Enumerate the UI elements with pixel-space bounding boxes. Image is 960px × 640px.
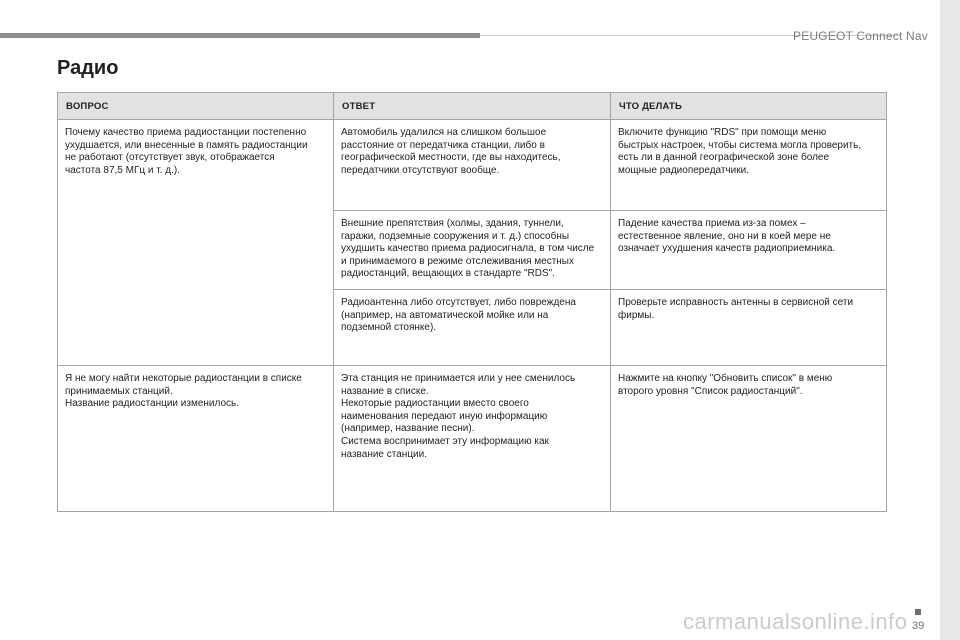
- solution-cell: [611, 120, 887, 211]
- watermark: carmanualsonline.info: [683, 609, 908, 634]
- answer-text: Внешние препятствия (холмы, здания, туннели, гаражи, подземные сооружения и т. д.) способны ухудшить качество приема радиосигнала, в том числе и принимаемого в режиме отслеживания местных радиостанций, вещающих в стандарте "RDS".: [341, 218, 595, 280]
- table-row: [58, 120, 887, 211]
- question-text: Почему качество приема радиостанции постепенно ухудшается, или внесенные в память радиостанции не работают (отсутствует звук, отображается частота 87,5 МГц и т. д.).: [65, 127, 308, 176]
- solution-text: Включите функцию "RDS" при помощи меню быстрых настроек, чтобы система могла проверить, есть ли в данной географической зоне более мощные радиопередатчики.: [618, 127, 862, 176]
- faq-table: [57, 92, 887, 512]
- footer-bullet-icon: [915, 609, 921, 615]
- solution-cell: [611, 211, 887, 290]
- table-row: [58, 366, 887, 512]
- page-title: Радио: [57, 57, 119, 79]
- column-header-answer: ОТВЕТ: [334, 93, 611, 120]
- table-header-row: [58, 93, 887, 120]
- page-number: 39: [912, 620, 925, 632]
- solution-text: Проверьте исправность антенны в сервисной сети фирмы.: [618, 297, 854, 321]
- answer-text: Эта станция не принимается или у нее сменилось название в списке. Некоторые радиостанции вместо своего наименования передают иную информацию (например, название песни). Система воспринимает эту информацию как название станции.: [341, 373, 576, 460]
- column-header-solution: ЧТО ДЕЛАТЬ: [611, 93, 887, 120]
- answer-cell: [334, 290, 611, 366]
- solution-text: Нажмите на кнопку "Обновить список" в меню второго уровня "Список радиостанций".: [618, 373, 833, 397]
- solution-cell: [611, 290, 887, 366]
- question-cell: [58, 120, 334, 366]
- column-header-question: ВОПРОС: [58, 93, 334, 120]
- answer-cell: [334, 120, 611, 211]
- question-text: Я не могу найти некоторые радиостанции в списке принимаемых станций. Название радиостанции изменилось.: [65, 373, 302, 410]
- header-rule-dark: [0, 33, 480, 38]
- brand-title: PEUGEOT Connect Nav: [793, 29, 928, 43]
- answer-cell: [334, 211, 611, 290]
- answer-text: Автомобиль удалился на слишком большое расстояние от передатчика станции, либо в географической местности, где вы находитесь, передатчики отсутствуют вообще.: [341, 127, 561, 176]
- answer-text: Радиоантенна либо отсутствует, либо повреждена (например, на автоматической мойке или на подземной стоянке).: [341, 297, 576, 334]
- answer-cell: [334, 366, 611, 512]
- solution-text: Падение качества приема из-за помех – естественное явление, оно ни в коей мере не означает ухудшения качеств радиоприемника.: [618, 218, 836, 255]
- question-cell: [58, 366, 334, 512]
- page-edge-bar: [940, 0, 960, 640]
- solution-cell: [611, 366, 887, 512]
